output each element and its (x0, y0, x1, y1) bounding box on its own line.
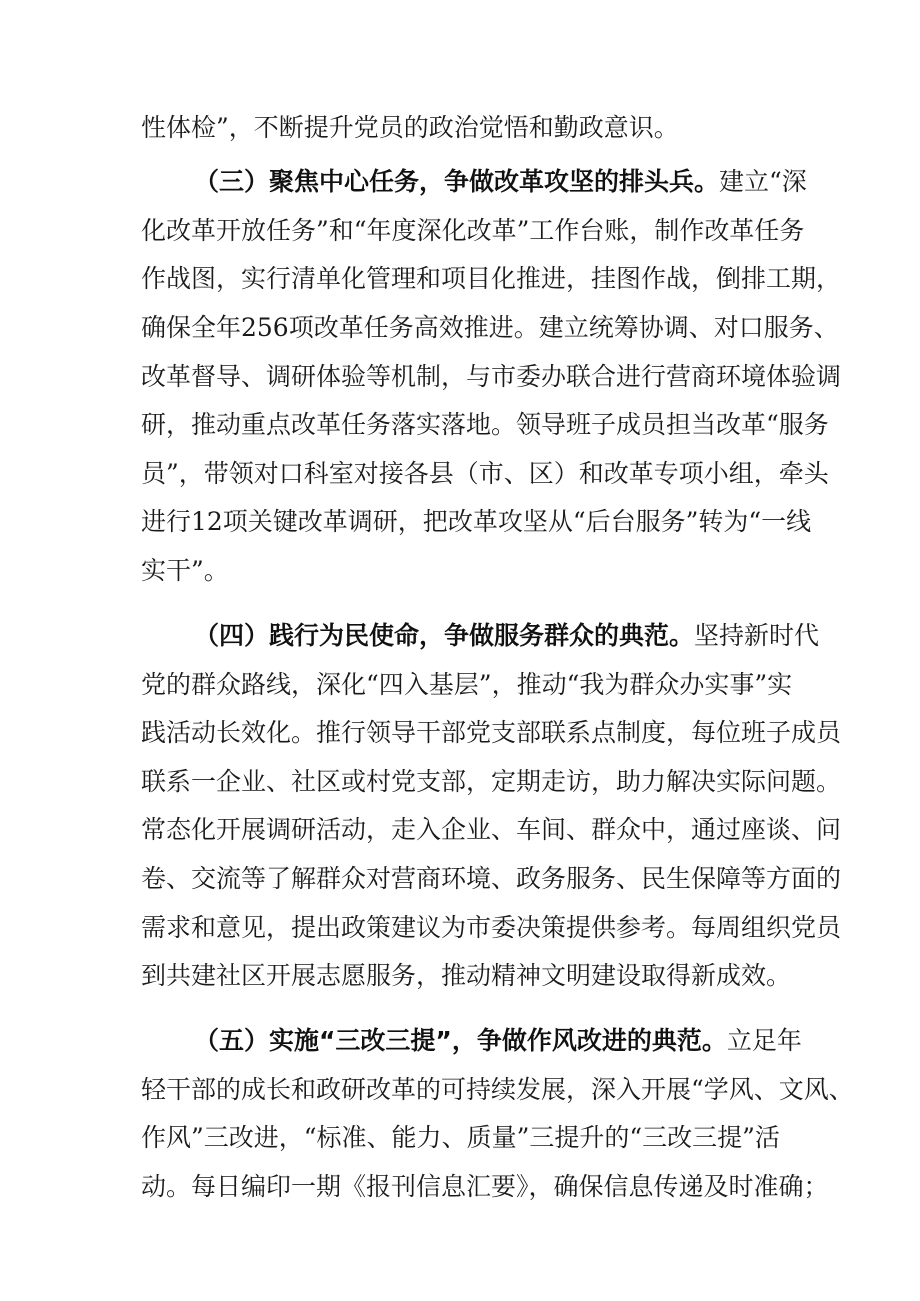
text-line: 党的群众路线，深化“四入基层”，推动“我为群众办实事”实 (141, 670, 793, 699)
section-heading: （五）实施“三改三提”，争做作风改进的典范。 (194, 1026, 727, 1055)
section-lead-text: 立足年 (726, 1026, 802, 1055)
text-line: 轻干部的成长和政研改革的可持续发展，深入开展“学风、文风、 (141, 1075, 854, 1104)
section-heading-line (194, 167, 807, 197)
section-heading: （四）践行为民使命，争做服务群众的典范。 (194, 621, 695, 650)
text-line: 需求和意见，提出政策建议为市委决策提供参考。每周组织党员 (141, 913, 842, 942)
section-heading-line (194, 621, 819, 651)
text-line: 作战图，实行清单化管理和项目化推进，挂图作战，倒排工期， (141, 264, 842, 293)
section-lead-text: 坚持新时代 (694, 621, 820, 650)
text-line: 化改革开放任务”和“年度深化改革”工作台账，制作改革任务 (141, 216, 805, 245)
text-line: 联系一企业、社区或村党支部，定期走访，助力解决实际问题。 (141, 767, 842, 796)
text-line: 员”，带领对口科室对接各县（市、区）和改革专项小组，牵头 (141, 459, 829, 488)
text-line: 动。每日编印一期《报刊信息汇要》，确保信息传递及时准确； (141, 1172, 829, 1201)
text-line: 确保全年256项改革任务高效推进。建立统筹协调、对口服务、 (141, 313, 839, 342)
text-line: 作风”三改进，“标准、能力、质量”三提升的“三改三提”活 (141, 1123, 780, 1152)
text-line: 实干”。 (141, 556, 229, 585)
text-line: 卷、交流等了解群众对营商环境、政务服务、民生保障等方面的 (141, 864, 842, 893)
text-line: 进行12项关键改革调研，把改革攻坚从“后台服务”转为“一线 (141, 507, 812, 536)
text-line: 到共建社区开展志愿服务，推动精神文明建设取得新成效。 (141, 961, 792, 990)
text-line: 常态化开展调研活动，走入企业、车间、群众中，通过座谈、问 (141, 815, 842, 844)
section-heading: （三）聚焦中心任务，争做改革攻坚的排头兵。 (194, 167, 720, 196)
text-line: 践活动长效化。推行领导干部党支部联系点制度，每位班子成员 (141, 718, 842, 747)
text-line: 性体检”，不断提升党员的政治觉悟和勤政意识。 (141, 113, 679, 142)
section-heading-line (194, 1026, 802, 1056)
section-lead-text: 建立“深 (719, 167, 807, 196)
text-line: 研，推动重点改革任务落实落地。领导班子成员担当改革“服务 (141, 410, 829, 439)
text-line: 改革督导、调研体验等机制，与市委办联合进行营商环境体验调 (141, 362, 842, 391)
